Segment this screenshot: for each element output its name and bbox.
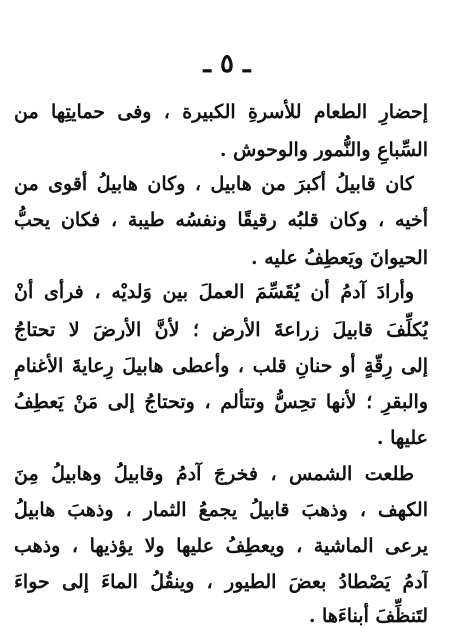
paragraph-1-line-1: إحضارِ الطعام للأسرةِ الكبيرة ، وفى حمايتِها من xyxy=(14,101,428,123)
paragraph-3-line-1: وأرادَ آدمُ أن يُقَسِّمَ العملَ بين وَلديْه ، فرأى أنْ xyxy=(14,281,414,303)
paragraph-2-line-3: الحيوانَ ويَعطِفُ عليه . xyxy=(250,247,428,269)
page-number: ـ ٥ ـ xyxy=(203,49,251,79)
paragraph-4-line-4: آدمُ يَصْطادُ بعضَ الطيور ، وينقُلُ الماءَ إلى حواءَ xyxy=(14,571,428,593)
paragraph-4-line-2: الكهف ، وذهبَ قابيلُ يجمعُ الثمار ، وذهبَ هابيلُ xyxy=(14,499,428,521)
paragraph-3-line-2: يُكلِّفَ قابيلَ زراعةَ الأرض ؛ لأنَّ الأرضَ لا تحتاجُ xyxy=(14,319,428,341)
paragraph-3-line-3: إلى رِقّةٍ أو حنانِ قلب ، وأعطى هابيلَ رِعايةَ الأغنامِ xyxy=(14,355,428,377)
paragraph-2-line-1: كان قابيلُ أكبرَ من هابيل ، وكان هابيلُ أقوى من xyxy=(14,173,414,195)
paragraph-3-line-5: عليها . xyxy=(376,427,428,449)
paragraph-4-line-1: طلعت الشمس ، فخرجَ آدمُ وقابيلُ وهابيلُ مِنَ xyxy=(14,463,414,485)
paragraph-2-line-2: أخيه ، وكان قلبُه رقيقًا ونفسُه طيبة ، فكان يحبُّ xyxy=(14,209,428,231)
paragraph-4-line-3: يرعى الماشية ، ويعطِفُ عليها ولا يؤذيها ، وذهب xyxy=(14,535,428,557)
paragraph-1-line-2: السِّباعِ والنُّمور والوحوش . xyxy=(219,139,428,161)
paragraph-3-line-4: والبقرِ ؛ لأنها تحِسُّ وتتألم ، وتحتاجُ إلى مَنْ يَعطِفُ xyxy=(14,391,428,413)
paragraph-4-line-5: لتَنظِّفَ أبناءَها . xyxy=(308,605,428,627)
